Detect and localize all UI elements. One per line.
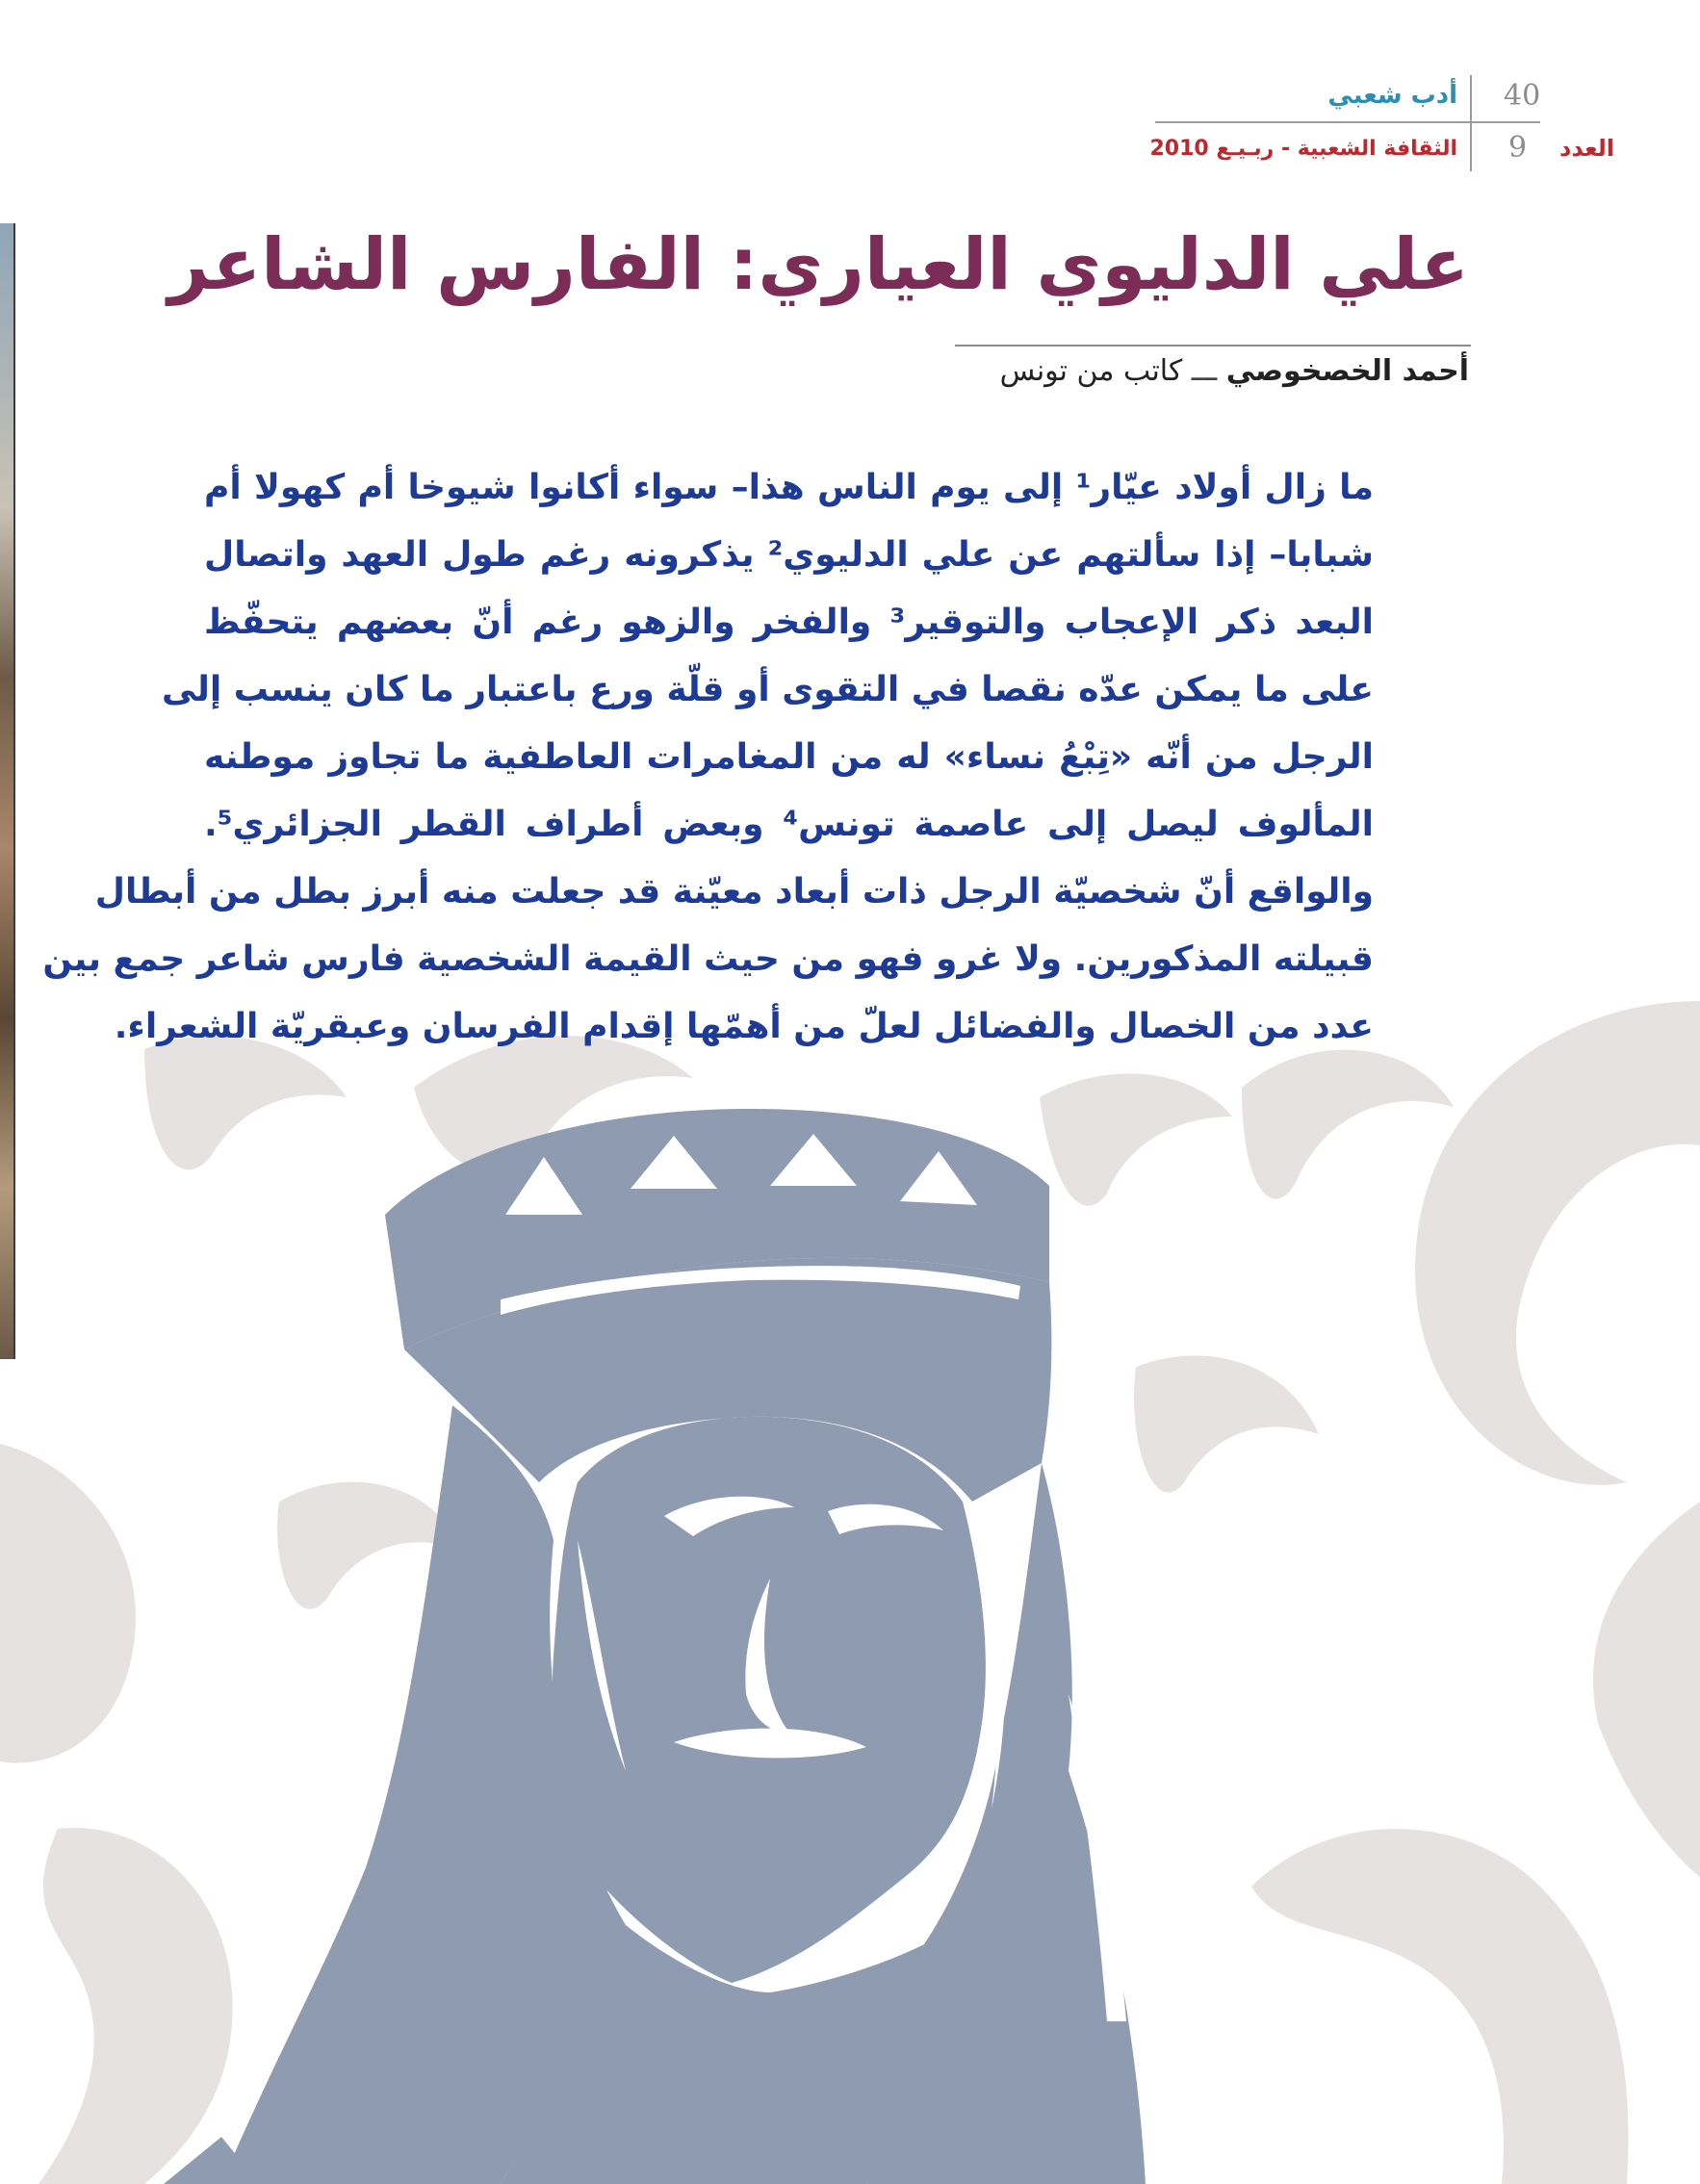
header-divider-horizontal — [1155, 121, 1540, 123]
issue-number: 9 — [1508, 131, 1528, 165]
author-role: كاتب من تونس — [999, 354, 1183, 388]
body-line: شبابا– إذا سألتهم عن علي الدليوي² يذكرونه رغم طول العهد واتصال — [204, 535, 1374, 575]
byline-separator: ـــ — [1191, 354, 1218, 388]
body-line: على ما يمكن عدّه نقصا في التقوى أو قلّة ورع باعتبار ما كان ينسب إلى — [161, 670, 1374, 709]
magazine-season: الثقافة الشعبية - ربـيـع 2010 — [1149, 137, 1457, 161]
body-line: والواقع أنّ شخصيّة الرجل ذات أبعاد معيّنة قد جعلت منه أبرز بطل من أبطال — [94, 872, 1374, 912]
byline — [1000, 354, 1469, 388]
article-body — [42, 454, 1374, 1061]
body-line: ما زال أولاد عيّار¹ إلى يوم الناس هذا– سواء أكانوا شيوخا أم كهولا أم — [204, 468, 1374, 507]
body-line: البعد ذكر الإعجاب والتوقير³ والفخر والزهو رغم أنّ بعضهم يتحفّظ — [204, 603, 1374, 642]
issue-label: العدد — [1559, 135, 1614, 162]
body-line: المألوف ليصل إلى عاصمة تونس⁴ وبعض أطراف القطر الجزائري⁵. — [204, 805, 1374, 844]
body-line: قبيلته المذكورين. ولا غرو فهو من حيث القيمة الشخصية فارس شاعر جمع بين — [42, 939, 1374, 979]
header-divider-vertical — [1470, 75, 1472, 171]
author-name: أحمد الخصخوصي — [1225, 354, 1469, 388]
page-number: 40 — [1504, 79, 1541, 113]
article-title: علي الدليوي العياري: الفارس الشاعر — [167, 223, 1469, 306]
body-line: عدد من الخصال والفضائل لعلّ من أهمّها إقدام الفرسان وعبقريّة الشعراء. — [114, 1007, 1374, 1046]
body-line: الرجل من أنّه «تِبْعُ نساء» له من المغامرات العاطفية ما تجاوز موطنه — [204, 737, 1374, 777]
byline-rule — [955, 345, 1471, 347]
left-edge-photo — [0, 223, 15, 1359]
section-label: أدب شعبي — [1327, 81, 1457, 110]
